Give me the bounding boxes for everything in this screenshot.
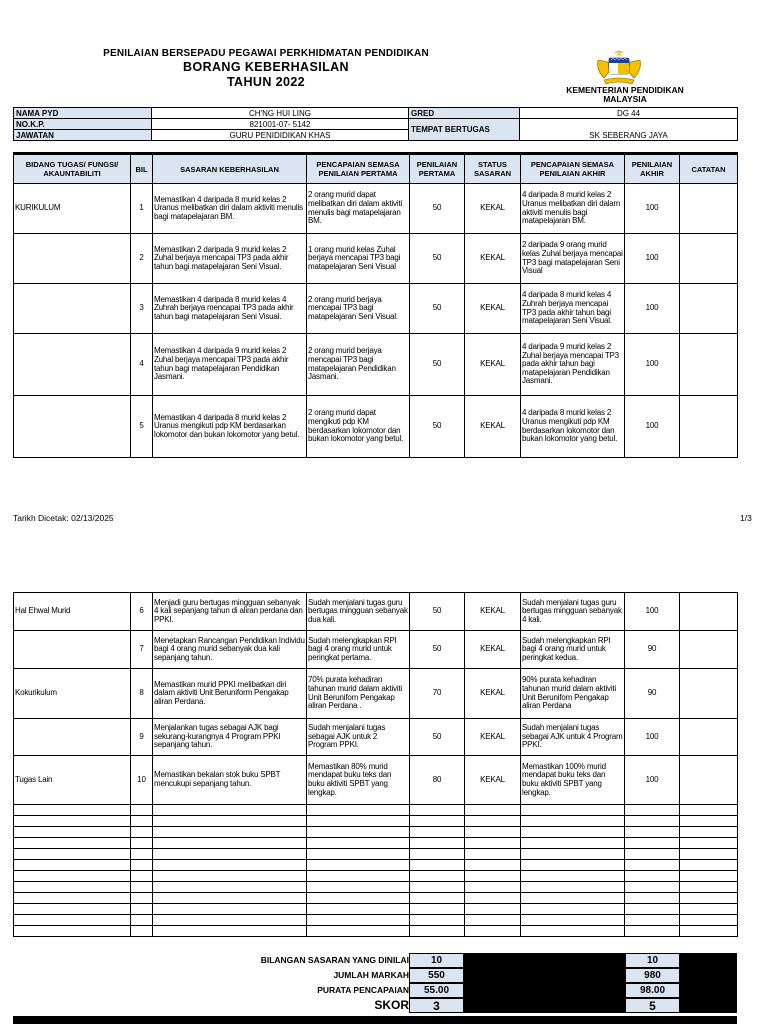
blank-row xyxy=(14,926,738,937)
cell-status: KEKAL xyxy=(465,234,521,284)
cell-pencapaian-akhir: 4 daripada 8 murid kelas 2 Uranus melibatkan diri dalam aktiviti menulis bagi matapelajaran BM. xyxy=(521,184,625,234)
col-header-pencapaian-pertama: PENCAPAIAN SEMASA PENILAIAN PERTAMA xyxy=(307,154,410,184)
cell-bil: 7 xyxy=(131,631,153,669)
summary-black-fill xyxy=(464,953,625,968)
gred-label: GRED xyxy=(409,108,520,119)
jawatan-label: JAWATAN xyxy=(14,130,152,141)
page-number: 1/3 xyxy=(740,513,752,523)
blank-cell xyxy=(465,827,521,838)
col-header-catatan: CATATAN xyxy=(680,154,738,184)
gred-value: DG 44 xyxy=(520,108,738,119)
blank-cell xyxy=(521,860,625,871)
blank-cell xyxy=(680,860,738,871)
cell-bil: 3 xyxy=(131,284,153,334)
blank-cell xyxy=(14,827,131,838)
cell-pencapaian-akhir: 2 daripada 9 orang murid kelas Zuhal berjaya mencapai TP3 bagi matapelajaran Seni Visual xyxy=(521,234,625,284)
blank-cell xyxy=(680,871,738,882)
blank-cell xyxy=(14,882,131,893)
cell-catatan xyxy=(680,593,738,631)
cell-sasaran: Memastikan 4 daripada 8 murid kelas 2 Uranus melibatkan diri dalam aktiviti menulis bagi matapelajaran BM. xyxy=(153,184,307,234)
cell-penilaian-pertama: 50 xyxy=(410,631,465,669)
cell-status: KEKAL xyxy=(465,284,521,334)
jumlah-label: JUMLAH MARKAH xyxy=(333,970,409,980)
summary-black-fill xyxy=(680,998,737,1013)
bilangan-pertama: 10 xyxy=(409,953,464,968)
blank-cell xyxy=(521,893,625,904)
cell-pencapaian-pertama: Sudah menjalani tugas guru bertugas mingguan sebanyak dua kali. xyxy=(307,593,410,631)
summary-black-fill xyxy=(464,983,625,998)
skor-akhir: 5 xyxy=(625,998,680,1013)
cell-bil: 9 xyxy=(131,719,153,756)
blank-cell xyxy=(465,871,521,882)
blank-cell xyxy=(410,893,465,904)
blank-cell xyxy=(153,827,307,838)
blank-cell xyxy=(153,926,307,937)
summary-black-fill xyxy=(680,953,737,968)
blank-cell xyxy=(131,849,153,860)
cell-catatan xyxy=(680,184,738,234)
blank-row xyxy=(14,860,738,871)
blank-cell xyxy=(410,882,465,893)
blank-cell xyxy=(465,904,521,915)
blank-cell xyxy=(410,805,465,816)
keberhasilan-table xyxy=(13,152,738,458)
blank-cell xyxy=(521,849,625,860)
blank-cell xyxy=(153,860,307,871)
cell-bidang xyxy=(14,396,131,458)
nama-label: NAMA PYD xyxy=(14,108,152,119)
blank-row xyxy=(14,904,738,915)
info-row-nokp xyxy=(14,119,738,130)
cell-catatan xyxy=(680,284,738,334)
blank-cell xyxy=(307,915,410,926)
blank-cell xyxy=(153,871,307,882)
blank-row xyxy=(14,849,738,860)
blank-cell xyxy=(465,926,521,937)
blank-cell xyxy=(680,827,738,838)
blank-cell xyxy=(680,882,738,893)
col-header-pencapaian-akhir: PENCAPAIAN SEMASA PENILAIAN AKHIR xyxy=(521,154,625,184)
summary-row-bilangan xyxy=(13,953,737,968)
blank-cell xyxy=(131,805,153,816)
col-header-penilaian-pertama: PENILAIAN PERTAMA xyxy=(410,154,465,184)
cell-bil: 5 xyxy=(131,396,153,458)
cell-catatan xyxy=(680,234,738,284)
blank-cell xyxy=(307,827,410,838)
cell-sasaran: Memastikan 4 daripada 9 murid kelas 2 Zuhal berjaya mencapai TP3 pada akhir tahun bagi matapelajaran Pendidikan Jasmani. xyxy=(153,334,307,396)
cell-pencapaian-pertama: 70% purata kehadiran tahunan murid dalam aktiviti Unit Berunifom Pengakap aliran Perdana . xyxy=(307,669,410,719)
cell-status: KEKAL xyxy=(465,756,521,805)
cell-bidang: Hal Ehwal Murid xyxy=(14,593,131,631)
cell-pencapaian-pertama: 2 orang murid berjaya mencapai TP3 bagi matapelajaran Seni Visual. xyxy=(307,284,410,334)
blank-cell xyxy=(625,838,680,849)
table-row xyxy=(14,669,738,719)
blank-cell xyxy=(153,816,307,827)
blank-cell xyxy=(307,926,410,937)
col-header-status: STATUS SASARAN xyxy=(465,154,521,184)
blank-row xyxy=(14,805,738,816)
table-row xyxy=(14,593,738,631)
blank-cell xyxy=(14,871,131,882)
blank-cell xyxy=(410,926,465,937)
blank-cell xyxy=(625,915,680,926)
col-header-sasaran: SASARAN KEBERHASILAN xyxy=(153,154,307,184)
blank-cell xyxy=(465,893,521,904)
form-title-line2: BORANG KEBERHASILAN xyxy=(183,60,349,74)
blank-cell xyxy=(521,926,625,937)
cell-bidang: Kokurikulum xyxy=(14,669,131,719)
cell-pencapaian-akhir: 4 daripada 8 murid kelas 4 Zuhrah berjaya mencapai TP3 pada akhir tahun bagi matapelajaran Seni Visual. xyxy=(521,284,625,334)
blank-cell xyxy=(307,871,410,882)
cell-penilaian-pertama: 50 xyxy=(410,719,465,756)
ministry-name xyxy=(558,86,692,104)
blank-cell xyxy=(131,893,153,904)
bottom-border-bar xyxy=(13,1016,737,1024)
summary-black-fill xyxy=(680,983,737,998)
nokp-label: NO.K.P. xyxy=(14,119,152,130)
cell-penilaian-akhir: 90 xyxy=(625,631,680,669)
blank-cell xyxy=(153,893,307,904)
skor-pertama: 3 xyxy=(409,998,464,1013)
table-row xyxy=(14,334,738,396)
blank-cell xyxy=(625,893,680,904)
blank-row xyxy=(14,816,738,827)
blank-cell xyxy=(625,882,680,893)
blank-cell xyxy=(625,816,680,827)
cell-penilaian-pertama: 80 xyxy=(410,756,465,805)
cell-penilaian-akhir: 90 xyxy=(625,669,680,719)
nama-value: CH'NG HUI LING xyxy=(152,108,409,119)
cell-penilaian-pertama: 50 xyxy=(410,184,465,234)
blank-cell xyxy=(465,849,521,860)
blank-cell xyxy=(14,805,131,816)
blank-cell xyxy=(14,860,131,871)
blank-cell xyxy=(14,893,131,904)
tempat-value: SK SEBERANG JAYA xyxy=(520,119,738,141)
employee-info-table xyxy=(13,107,738,141)
purata-akhir: 98.00 xyxy=(625,983,680,998)
blank-cell xyxy=(307,882,410,893)
cell-sasaran: Memastikan murid PPKI melibatkan diri dalam aktiviti Unit Beruniform Pengakap aliran Perdana. xyxy=(153,669,307,719)
blank-cell xyxy=(521,805,625,816)
blank-cell xyxy=(153,838,307,849)
summary-black-fill xyxy=(464,998,625,1013)
keberhasilan-table-continued xyxy=(13,592,738,937)
blank-cell xyxy=(465,882,521,893)
cell-pencapaian-pertama: Sudah melengkapkan RPI bagi 4 orang murid untuk peringkat pertama. xyxy=(307,631,410,669)
cell-catatan xyxy=(680,396,738,458)
summary-row-purata xyxy=(13,983,737,998)
blank-cell xyxy=(465,860,521,871)
col-header-bil: BIL xyxy=(131,154,153,184)
blank-cell xyxy=(625,926,680,937)
blank-cell xyxy=(680,849,738,860)
blank-row xyxy=(14,827,738,838)
blank-cell xyxy=(14,838,131,849)
summary-black-fill xyxy=(680,968,737,983)
blank-cell xyxy=(521,882,625,893)
cell-penilaian-akhir: 100 xyxy=(625,396,680,458)
blank-cell xyxy=(680,926,738,937)
blank-cell xyxy=(307,849,410,860)
cell-penilaian-akhir: 100 xyxy=(625,284,680,334)
cell-pencapaian-pertama: 2 orang murid dapat mengikuti pdp KM berdasarkan lokomotor dan bukan lokomotor yang betul. xyxy=(307,396,410,458)
cell-penilaian-pertama: 50 xyxy=(410,334,465,396)
blank-cell xyxy=(14,904,131,915)
blank-cell xyxy=(307,904,410,915)
cell-pencapaian-pertama: 1 orang murid kelas Zuhal berjaya mencapai TP3 bagi matapelajaran Seni Visual xyxy=(307,234,410,284)
skor-label: SKOR xyxy=(374,998,409,1012)
form-title-block xyxy=(60,48,472,89)
blank-row xyxy=(14,893,738,904)
cell-penilaian-akhir: 100 xyxy=(625,719,680,756)
cell-status: KEKAL xyxy=(465,334,521,396)
cell-catatan xyxy=(680,719,738,756)
table-header-row xyxy=(14,154,738,184)
blank-cell xyxy=(131,838,153,849)
cell-pencapaian-akhir: 4 daripada 8 murid kelas 2 Uranus mengikuti pdp KM berdasarkan lokomotor dan bukan lokomotor yang betul. xyxy=(521,396,625,458)
cell-penilaian-akhir: 100 xyxy=(625,334,680,396)
blank-cell xyxy=(625,860,680,871)
blank-cell xyxy=(410,860,465,871)
table-row xyxy=(14,396,738,458)
print-date: Tarikh Dicetak: 02/13/2025 xyxy=(13,513,114,523)
cell-sasaran: Memastikan 4 daripada 8 murid kelas 2 Uranus mengikuti pdp KM berdasarkan lokomotor dan bukan lokomotor yang betul. xyxy=(153,396,307,458)
cell-penilaian-pertama: 50 xyxy=(410,284,465,334)
blank-cell xyxy=(410,816,465,827)
blank-cell xyxy=(307,838,410,849)
cell-bidang: KURIKULUM xyxy=(14,184,131,234)
blank-cell xyxy=(521,915,625,926)
cell-penilaian-akhir: 100 xyxy=(625,184,680,234)
blank-cell xyxy=(521,904,625,915)
bilangan-label: BILANGAN SASARAN YANG DINILAI xyxy=(260,955,409,965)
cell-penilaian-pertama: 70 xyxy=(410,669,465,719)
cell-bidang xyxy=(14,284,131,334)
coat-of-arms-icon xyxy=(594,50,644,86)
cell-pencapaian-pertama: 2 orang murid berjaya mencapai TP3 bagi matapelajaran Pendidikan Jasmani. xyxy=(307,334,410,396)
blank-cell xyxy=(521,838,625,849)
blank-cell xyxy=(14,849,131,860)
cell-pencapaian-akhir: Sudah menjalani tugas guru bertugas mingguan sebanyak 4 kali. xyxy=(521,593,625,631)
blank-cell xyxy=(410,849,465,860)
ministry-line2: MALAYSIA xyxy=(603,94,647,104)
cell-penilaian-pertama: 50 xyxy=(410,396,465,458)
blank-cell xyxy=(131,871,153,882)
blank-cell xyxy=(625,871,680,882)
blank-cell xyxy=(680,838,738,849)
blank-cell xyxy=(131,860,153,871)
blank-cell xyxy=(680,805,738,816)
cell-sasaran: Memastikan 4 daripada 8 murid kelas 4 Zuhrah berjaya mencapai TP3 pada akhir tahun bagi matapelajaran Seni Visual. xyxy=(153,284,307,334)
form-title-line1: PENILAIAN BERSEPADU PEGAWAI PERKHIDMATAN PENDIDIKAN xyxy=(103,48,429,59)
blank-cell xyxy=(153,882,307,893)
blank-row xyxy=(14,915,738,926)
blank-cell xyxy=(465,915,521,926)
blank-cell xyxy=(465,805,521,816)
table-row xyxy=(14,184,738,234)
cell-pencapaian-akhir: Memastikan 100% murid mendapat buku teks dan buku aktiviti SPBT yang lengkap. xyxy=(521,756,625,805)
blank-cell xyxy=(521,816,625,827)
blank-cell xyxy=(680,816,738,827)
cell-pencapaian-akhir: Sudah melengkapkan RPI bagi 4 orang murid untuk peringkat kedua. xyxy=(521,631,625,669)
blank-cell xyxy=(680,915,738,926)
cell-penilaian-pertama: 50 xyxy=(410,593,465,631)
cell-sasaran: Menjadi guru bertugas mingguan sebanyak 4 kali sepanjang tahun di aliran perdana dan PPKI. xyxy=(153,593,307,631)
cell-sasaran: Memastikan bekalan stok buku SPBT mencukupi sepanjang tahun. xyxy=(153,756,307,805)
cell-sasaran: Menetapkan Rancangan Pendidikan Individu bagi 4 orang murid sebanyak dua kali sepanjang tahun. xyxy=(153,631,307,669)
cell-bil: 6 xyxy=(131,593,153,631)
info-row-nama xyxy=(14,108,738,119)
cell-penilaian-akhir: 100 xyxy=(625,234,680,284)
jumlah-pertama: 550 xyxy=(409,968,464,983)
blank-cell xyxy=(307,893,410,904)
blank-cell xyxy=(153,915,307,926)
cell-penilaian-akhir: 100 xyxy=(625,756,680,805)
blank-cell xyxy=(410,871,465,882)
blank-cell xyxy=(14,816,131,827)
cell-pencapaian-pertama: Sudah menjalani tugas sebagai AJK untuk 2 Program PPKI. xyxy=(307,719,410,756)
blank-cell xyxy=(153,849,307,860)
jawatan-value: GURU PENIDIDIKAN KHAS xyxy=(152,130,409,141)
blank-cell xyxy=(680,904,738,915)
blank-cell xyxy=(131,882,153,893)
purata-pertama: 55.00 xyxy=(409,983,464,998)
cell-pencapaian-pertama: 2 orang murid dapat melibatkan diri dalam aktiviti menulis bagi matapelajaran BM. xyxy=(307,184,410,234)
cell-bil: 8 xyxy=(131,669,153,719)
blank-cell xyxy=(410,838,465,849)
cell-bil: 10 xyxy=(131,756,153,805)
blank-cell xyxy=(625,827,680,838)
form-title-year: TAHUN 2022 xyxy=(226,75,306,89)
blank-cell xyxy=(410,915,465,926)
summary-block xyxy=(13,953,737,1013)
cell-catatan xyxy=(680,669,738,719)
blank-cell xyxy=(307,805,410,816)
cell-bidang xyxy=(14,234,131,284)
blank-cell xyxy=(14,926,131,937)
cell-status: KEKAL xyxy=(465,593,521,631)
ministry-line1: KEMENTERIAN PENDIDIKAN xyxy=(566,85,684,95)
blank-cell xyxy=(625,805,680,816)
cell-status: KEKAL xyxy=(465,719,521,756)
cell-pencapaian-akhir: Sudah menjalani tugas sebagai AJK untuk 4 Program PPKI. xyxy=(521,719,625,756)
blank-cell xyxy=(131,904,153,915)
cell-status: KEKAL xyxy=(465,184,521,234)
blank-cell xyxy=(410,827,465,838)
cell-catatan xyxy=(680,631,738,669)
blank-cell xyxy=(131,816,153,827)
nokp-value: 821001-07- 5142 xyxy=(152,119,409,130)
cell-status: KEKAL xyxy=(465,631,521,669)
blank-cell xyxy=(153,805,307,816)
blank-cell xyxy=(307,816,410,827)
cell-bil: 1 xyxy=(131,184,153,234)
table-row xyxy=(14,719,738,756)
blank-cell xyxy=(521,827,625,838)
cell-bidang xyxy=(14,719,131,756)
cell-pencapaian-pertama: Memastikan 80% murid mendapat buku teks dan buku aktiviti SPBT yang lengkap. xyxy=(307,756,410,805)
blank-cell xyxy=(14,915,131,926)
blank-cell xyxy=(131,915,153,926)
blank-cell xyxy=(521,871,625,882)
cell-sasaran: Memastikan 2 daripada 9 murid kelas 2 Zuhal berjaya mencapai TP3 pada akhir tahun bagi matapelajaran Seni Visual. xyxy=(153,234,307,284)
blank-cell xyxy=(625,904,680,915)
table-row xyxy=(14,631,738,669)
cell-catatan xyxy=(680,756,738,805)
summary-black-fill xyxy=(464,968,625,983)
summary-row-jumlah xyxy=(13,968,737,983)
cell-pencapaian-akhir: 4 daripada 9 murid kelas 2 Zuhal berjaya mencapai TP3 pada akhir tahun bagi matapelajaran Pendidikan Jasmani. xyxy=(521,334,625,396)
blank-row xyxy=(14,871,738,882)
col-header-penilaian-akhir: PENILAIAN AKHIR xyxy=(625,154,680,184)
cell-bidang xyxy=(14,334,131,396)
blank-cell xyxy=(465,816,521,827)
table-row xyxy=(14,756,738,805)
cell-catatan xyxy=(680,334,738,396)
cell-bil: 2 xyxy=(131,234,153,284)
cell-sasaran: Menjalankan tugas sebagai AJK bagi sekurang-kurangnya 4 Program PPKI sepanjang tahun. xyxy=(153,719,307,756)
blank-cell xyxy=(465,838,521,849)
blank-cell xyxy=(680,893,738,904)
table-row xyxy=(14,284,738,334)
cell-penilaian-pertama: 50 xyxy=(410,234,465,284)
cell-status: KEKAL xyxy=(465,396,521,458)
jumlah-akhir: 980 xyxy=(625,968,680,983)
tempat-label: TEMPAT BERTUGAS xyxy=(409,119,520,141)
blank-cell xyxy=(153,904,307,915)
cell-bil: 4 xyxy=(131,334,153,396)
bilangan-akhir: 10 xyxy=(625,953,680,968)
cell-bidang xyxy=(14,631,131,669)
summary-row-skor xyxy=(13,998,737,1013)
cell-status: KEKAL xyxy=(465,669,521,719)
cell-pencapaian-akhir: 90% purata kehadiran tahunan murid dalam aktiviti Unit Berunifom Pengakap aliran Perdana xyxy=(521,669,625,719)
table-row xyxy=(14,234,738,284)
purata-label: PURATA PENCAPAIAN xyxy=(317,985,409,995)
cell-bidang: Tugas Lain xyxy=(14,756,131,805)
blank-cell xyxy=(307,860,410,871)
blank-cell xyxy=(131,926,153,937)
blank-row xyxy=(14,882,738,893)
blank-cell xyxy=(625,849,680,860)
blank-cell xyxy=(131,827,153,838)
cell-penilaian-akhir: 100 xyxy=(625,593,680,631)
blank-row xyxy=(14,838,738,849)
blank-cell xyxy=(410,904,465,915)
col-header-bidang: BIDANG TUGAS/ FUNGSI/ AKAUNTABILITI xyxy=(14,154,131,184)
